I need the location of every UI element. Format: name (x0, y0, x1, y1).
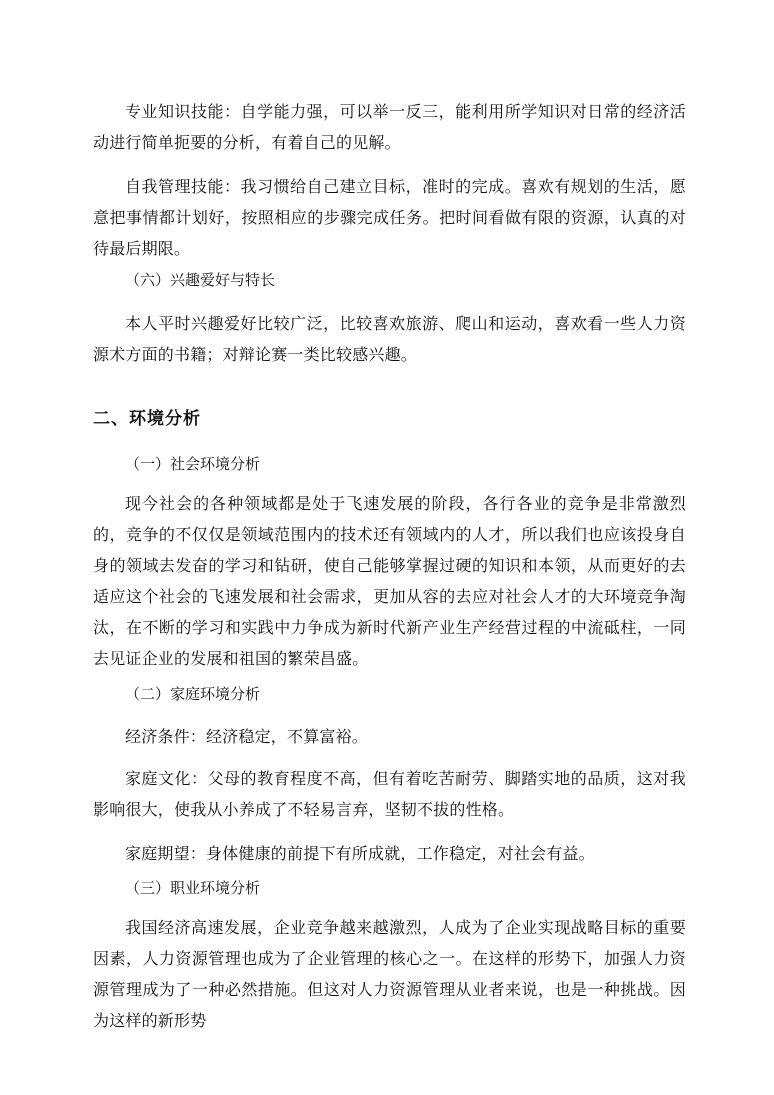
paragraph-professional-skills: 专业知识技能：自学能力强，可以举一反三，能利用所学知识对日常的经济活动进行简单扼要的分析，有着自己的见解。 (93, 102, 686, 152)
subheading-hobbies: （六）兴趣爱好与特长 (125, 271, 276, 289)
subheading-career-environment: （三）职业环境分析 (125, 879, 261, 897)
subheading-family-environment: （二）家庭环境分析 (125, 685, 261, 703)
paragraph-career-environment: 我国经济高速发展，企业竞争越来越激烈，人成为了企业实现战略目标的重要因素，人力资源管理也成为了企业管理的核心之一。在这样的形势下，加强人力资源管理成为了一种必然措施。但这对人力资源管理从业者来说，也是一种挑战。因为这样的新形势 (93, 918, 686, 1030)
paragraph-social-environment: 现今社会的各种领域都是处于飞速发展的阶段，各行各业的竞争是非常激烈的，竞争的不仅仅是领域范围内的技术还有领域内的人才，所以我们也应该投身自身的领域去发奋的学习和钻研，使自己能够掌握过硬的知识和本领，从而更好的去适应这个社会的飞速发展和社会需求，更加从容的去应对社会人才的大环境竞争淘汰，在不断的学习和实践中力争成为新时代新产业生产经营过程的中流砥柱，一同去见证企业的发展和祖国的繁荣昌盛。 (93, 494, 686, 668)
paragraph-family-expectation: 家庭期望：身体健康的前提下有所成就，工作稳定，对社会有益。 (125, 844, 595, 863)
paragraph-family-culture: 家庭文化：父母的教育程度不高，但有着吃苦耐劳、脚踏实地的品质，这对我影响很大，使我从小养成了不轻易言弃，坚韧不拔的性格。 (93, 769, 686, 819)
paragraph-hobbies: 本人平时兴趣爱好比较广泛，比较喜欢旅游、爬山和运动，喜欢看一些人力资源术方面的书籍；对辩论赛一类比较感兴趣。 (93, 314, 686, 364)
paragraph-economic-conditions: 经济条件：经济稳定，不算富裕。 (125, 727, 369, 746)
heading-environment-analysis: 二、环境分析 (93, 409, 201, 429)
paragraph-self-management: 自我管理技能：我习惯给自己建立目标，准时的完成。喜欢有规划的生活，愿意把事情都计划好，按照相应的步骤完成任务。把时间看做有限的资源，认真的对待最后期限。 (93, 177, 686, 258)
subheading-social-environment: （一）社会环境分析 (125, 455, 261, 473)
